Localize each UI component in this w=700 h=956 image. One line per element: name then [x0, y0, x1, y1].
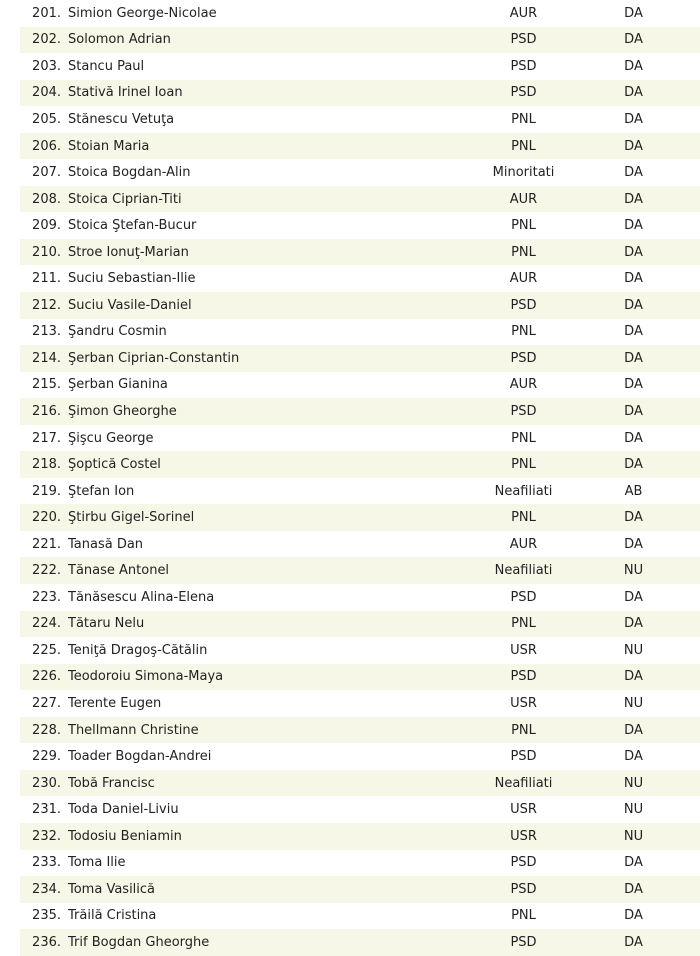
party-name: PSD [510, 85, 537, 101]
table-row [20, 133, 700, 160]
deputy-name: Tănăsescu Alina-Elena [68, 589, 215, 605]
deputy-name: Suciu Vasile-Daniel [68, 297, 192, 313]
deputy-name: Stoica Bogdan-Alin [68, 165, 191, 181]
party-name: AUR [509, 191, 538, 207]
vote-table [20, 0, 700, 956]
table-row [20, 239, 700, 266]
row-number: 232. [32, 828, 61, 844]
row-number: 225. [32, 642, 61, 658]
deputy-name: Şerban Ciprian-Constantin [68, 350, 240, 366]
deputy-name: Stoian Maria [68, 138, 150, 154]
party-name: PNL [511, 138, 536, 154]
row-number: 202. [32, 32, 61, 48]
table-row [20, 398, 700, 425]
row-number: 219. [32, 483, 61, 499]
vote-value: NU [623, 802, 644, 818]
vote-value: DA [624, 881, 643, 897]
row-number: 201. [32, 5, 61, 21]
deputy-name: Şerban Gianina [68, 377, 168, 393]
row-number: 206. [32, 138, 61, 154]
vote-value: DA [624, 589, 643, 605]
party-name: PNL [511, 457, 536, 473]
vote-value: DA [624, 430, 643, 446]
table-row [20, 451, 700, 478]
table-row [20, 80, 700, 107]
vote-value: DA [624, 111, 643, 127]
row-number: 212. [32, 297, 61, 313]
table-row [20, 743, 700, 770]
deputy-name: Stoica Ciprian-Titi [68, 191, 182, 207]
vote-value: NU [623, 563, 644, 579]
row-number: 207. [32, 165, 61, 181]
vote-value: DA [624, 855, 643, 871]
table-row [20, 0, 700, 27]
vote-value: DA [624, 350, 643, 366]
deputy-name: Toma Vasilică [68, 881, 156, 897]
deputy-name: Stativă Irinel Ioan [68, 85, 183, 101]
table-row [20, 372, 700, 399]
party-name: PSD [510, 669, 537, 685]
party-name: USR [510, 828, 537, 844]
row-number: 230. [32, 775, 61, 791]
row-number: 235. [32, 908, 61, 924]
table-row [20, 770, 700, 797]
row-number: 233. [32, 855, 61, 871]
table-row [20, 425, 700, 452]
vote-value: DA [624, 510, 643, 526]
party-name: PNL [511, 722, 536, 738]
row-number: 222. [32, 563, 61, 579]
vote-value: AB [624, 483, 643, 499]
table-row [20, 823, 700, 850]
party-name: PNL [511, 908, 536, 924]
row-number: 217. [32, 430, 61, 446]
row-number: 204. [32, 85, 61, 101]
deputy-name: Terente Eugen [68, 695, 162, 711]
vote-value: DA [624, 271, 643, 287]
party-name: PNL [511, 324, 536, 340]
vote-value: NU [623, 775, 644, 791]
deputy-name: Simion George-Nicolae [68, 5, 217, 21]
party-name: PNL [511, 244, 536, 260]
row-number: 220. [32, 510, 61, 526]
table-row [20, 717, 700, 744]
party-name: PSD [510, 589, 537, 605]
deputy-name: Şoptică Costel [68, 457, 161, 473]
row-number: 224. [32, 616, 61, 632]
party-name: PNL [511, 111, 536, 127]
table-row [20, 796, 700, 823]
vote-value: DA [624, 5, 643, 21]
table-row [20, 929, 700, 956]
vote-value: DA [624, 85, 643, 101]
vote-value: DA [624, 536, 643, 552]
deputy-name: Suciu Sebastian-Ilie [68, 271, 196, 287]
vote-value: DA [624, 297, 643, 313]
vote-value: DA [624, 58, 643, 74]
vote-value: DA [624, 457, 643, 473]
table-row [20, 478, 700, 505]
vote-value: DA [624, 32, 643, 48]
table-row [20, 186, 700, 213]
vote-value: DA [624, 403, 643, 419]
vote-value: DA [624, 165, 643, 181]
party-name: PSD [510, 934, 537, 950]
table-row [20, 584, 700, 611]
party-name: AUR [509, 377, 538, 393]
row-number: 228. [32, 722, 61, 738]
deputy-name: Ştefan Ion [68, 483, 135, 499]
deputy-name: Solomon Adrian [68, 32, 171, 48]
table-row [20, 903, 700, 930]
party-name: Neafiliati [494, 775, 553, 791]
deputy-name: Stancu Paul [68, 58, 145, 74]
deputy-name: Şandru Cosmin [68, 324, 167, 340]
table-row [20, 850, 700, 877]
deputy-name: Ştirbu Gigel-Sorinel [68, 510, 195, 526]
vote-value: DA [624, 324, 643, 340]
deputy-name: Toma Ilie [68, 855, 126, 871]
party-name: USR [510, 802, 537, 818]
table-row [20, 345, 700, 372]
party-name: PSD [510, 32, 537, 48]
party-name: Neafiliati [494, 483, 553, 499]
deputy-name: Tănase Antonel [68, 563, 170, 579]
party-name: PSD [510, 58, 537, 74]
row-number: 211. [32, 271, 61, 287]
row-number: 229. [32, 749, 61, 765]
vote-value: NU [623, 695, 644, 711]
table-row [20, 292, 700, 319]
party-name: PSD [510, 403, 537, 419]
table-row [20, 319, 700, 346]
party-name: PSD [510, 855, 537, 871]
row-number: 223. [32, 589, 61, 605]
deputy-name: Stroe Ionuţ-Marian [68, 244, 189, 260]
table-row [20, 27, 700, 54]
row-number: 234. [32, 881, 61, 897]
deputy-name: Trăilă Cristina [68, 908, 157, 924]
table-row [20, 504, 700, 531]
party-name: PSD [510, 881, 537, 897]
deputy-name: Toda Daniel-Liviu [68, 802, 179, 818]
row-number: 213. [32, 324, 61, 340]
party-name: Minoritati [492, 165, 555, 181]
deputy-name: Teodoroiu Simona-Maya [68, 669, 224, 685]
table-row [20, 53, 700, 80]
party-name: AUR [509, 536, 538, 552]
row-number: 203. [32, 58, 61, 74]
deputy-name: Şişcu George [68, 430, 154, 446]
party-name: AUR [509, 5, 538, 21]
vote-value: DA [624, 934, 643, 950]
party-name: PNL [511, 218, 536, 234]
vote-value: DA [624, 616, 643, 632]
deputy-name: Tătaru Nelu [68, 616, 145, 632]
deputy-name: Tanasă Dan [68, 536, 144, 552]
party-name: USR [510, 695, 537, 711]
row-number: 205. [32, 111, 61, 127]
deputy-name: Stoica Ştefan-Bucur [68, 218, 197, 234]
table-row [20, 637, 700, 664]
table-row [20, 557, 700, 584]
vote-value: DA [624, 669, 643, 685]
row-number: 231. [32, 802, 61, 818]
row-number: 216. [32, 403, 61, 419]
table-row [20, 690, 700, 717]
deputy-name: Toader Bogdan-Andrei [68, 749, 212, 765]
row-number: 221. [32, 536, 61, 552]
vote-value: DA [624, 244, 643, 260]
row-number: 215. [32, 377, 61, 393]
deputy-name: Trif Bogdan Gheorghe [68, 934, 210, 950]
party-name: PSD [510, 350, 537, 366]
vote-value: DA [624, 749, 643, 765]
row-number: 218. [32, 457, 61, 473]
vote-value: NU [623, 828, 644, 844]
row-number: 226. [32, 669, 61, 685]
row-number: 214. [32, 350, 61, 366]
row-number: 208. [32, 191, 61, 207]
table-row [20, 159, 700, 186]
row-number: 209. [32, 218, 61, 234]
table-row [20, 664, 700, 691]
vote-value: DA [624, 218, 643, 234]
party-name: USR [510, 642, 537, 658]
table-row [20, 265, 700, 292]
table-row [20, 531, 700, 558]
vote-value: DA [624, 377, 643, 393]
party-name: PSD [510, 297, 537, 313]
table-row [20, 611, 700, 638]
vote-value: DA [624, 908, 643, 924]
deputy-name: Teniţă Dragoş-Cătălin [68, 642, 208, 658]
party-name: PNL [511, 510, 536, 526]
party-name: AUR [509, 271, 538, 287]
row-number: 227. [32, 695, 61, 711]
vote-value: DA [624, 191, 643, 207]
vote-value: DA [624, 722, 643, 738]
table-row [20, 876, 700, 903]
table-row [20, 212, 700, 239]
party-name: PNL [511, 616, 536, 632]
deputy-name: Thellmann Christine [68, 722, 199, 738]
party-name: PSD [510, 749, 537, 765]
vote-value: DA [624, 138, 643, 154]
vote-value: NU [623, 642, 644, 658]
deputy-name: Stănescu Vetuţa [68, 111, 175, 127]
party-name: Neafiliati [494, 563, 553, 579]
row-number: 210. [32, 244, 61, 260]
deputy-name: Tobă Francisc [68, 775, 155, 791]
deputy-name: Todosiu Beniamin [68, 828, 182, 844]
party-name: PNL [511, 430, 536, 446]
deputy-name: Şimon Gheorghe [68, 403, 177, 419]
table-row [20, 106, 700, 133]
row-number: 236. [32, 934, 61, 950]
